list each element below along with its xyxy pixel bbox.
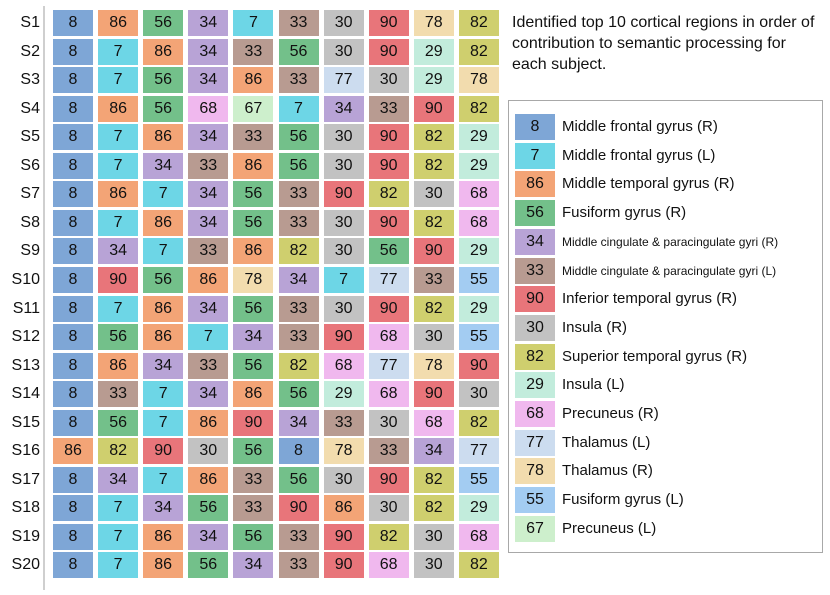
legend-label: Insula (L) (562, 376, 625, 394)
region-cell: 56 (143, 67, 183, 93)
region-cell: 56 (279, 381, 319, 407)
subject-label: S16 (11, 442, 40, 460)
region-cell: 30 (324, 153, 364, 179)
region-cell: 82 (369, 524, 409, 550)
region-cell: 55 (459, 324, 499, 350)
legend-swatch: 86 (515, 171, 555, 197)
subject-label: S18 (11, 499, 40, 517)
region-cell: 7 (143, 467, 183, 493)
legend-swatch: 77 (515, 430, 555, 456)
region-cell: 86 (188, 267, 228, 293)
region-cell: 8 (279, 438, 319, 464)
region-cell: 82 (459, 96, 499, 122)
legend-label: Middle cingulate & paracingulate gyri (L) (562, 263, 777, 278)
region-cell: 82 (414, 153, 454, 179)
region-cell: 30 (324, 10, 364, 36)
region-cell: 7 (143, 238, 183, 264)
region-cell: 30 (324, 210, 364, 236)
legend-swatch: 90 (515, 286, 555, 312)
region-cell: 56 (233, 181, 273, 207)
region-cell: 8 (53, 39, 93, 65)
legend-label: Middle frontal gyrus (L) (562, 146, 716, 164)
region-cell: 68 (459, 210, 499, 236)
region-cell: 56 (188, 495, 228, 521)
region-cell: 8 (53, 353, 93, 379)
subject-label: S4 (20, 99, 40, 117)
region-cell: 56 (233, 524, 273, 550)
region-cell: 90 (98, 267, 138, 293)
region-cell: 90 (369, 153, 409, 179)
region-cell: 77 (324, 67, 364, 93)
region-cell: 8 (53, 210, 93, 236)
region-cell: 8 (53, 67, 93, 93)
region-cell: 68 (324, 353, 364, 379)
region-cell: 82 (459, 410, 499, 436)
region-cell: 7 (188, 324, 228, 350)
region-cell: 33 (233, 467, 273, 493)
region-cell: 56 (233, 210, 273, 236)
region-cell: 90 (369, 296, 409, 322)
region-cell: 90 (324, 181, 364, 207)
legend-swatch: 8 (515, 114, 555, 140)
subject-label: S9 (20, 242, 40, 260)
region-cell: 8 (53, 10, 93, 36)
legend-swatch: 55 (515, 487, 555, 513)
region-cell: 33 (188, 153, 228, 179)
region-cell: 82 (414, 467, 454, 493)
legend-item (515, 430, 820, 456)
legend-swatch: 78 (515, 458, 555, 484)
region-cell: 82 (459, 552, 499, 578)
region-cell: 34 (188, 67, 228, 93)
region-cell: 90 (369, 39, 409, 65)
region-cell: 33 (369, 96, 409, 122)
region-cell: 56 (98, 410, 138, 436)
region-cell: 90 (369, 467, 409, 493)
region-cell: 82 (279, 353, 319, 379)
region-cell: 33 (369, 438, 409, 464)
legend-item (515, 458, 820, 484)
region-cell: 86 (324, 495, 364, 521)
region-cell: 30 (324, 467, 364, 493)
region-cell: 34 (143, 495, 183, 521)
region-cell: 8 (53, 324, 93, 350)
region-cell: 7 (98, 124, 138, 150)
region-cell: 33 (279, 552, 319, 578)
region-cell: 34 (233, 552, 273, 578)
legend-swatch: 30 (515, 315, 555, 341)
region-cell: 29 (459, 238, 499, 264)
region-cell: 56 (369, 238, 409, 264)
region-cell: 29 (459, 495, 499, 521)
region-cell: 86 (188, 467, 228, 493)
region-cell: 30 (414, 324, 454, 350)
region-cell: 7 (233, 10, 273, 36)
region-cell: 34 (188, 10, 228, 36)
row-label-divider (43, 6, 45, 590)
subject-label: S3 (20, 71, 40, 89)
region-cell: 90 (369, 210, 409, 236)
region-cell: 34 (233, 324, 273, 350)
legend-item (515, 344, 820, 370)
region-cell: 56 (143, 96, 183, 122)
legend-label: Fusiform gyrus (R) (562, 204, 687, 222)
region-cell: 30 (324, 296, 364, 322)
region-cell: 8 (53, 552, 93, 578)
region-cell: 8 (53, 296, 93, 322)
subject-label: S13 (11, 356, 40, 374)
region-cell: 33 (279, 181, 319, 207)
region-cell: 8 (53, 467, 93, 493)
region-cell: 30 (188, 438, 228, 464)
region-cell: 82 (414, 296, 454, 322)
region-cell: 86 (233, 67, 273, 93)
region-cell: 29 (414, 39, 454, 65)
region-cell: 8 (53, 381, 93, 407)
region-cell: 29 (414, 67, 454, 93)
region-cell: 67 (233, 96, 273, 122)
region-cell: 86 (233, 153, 273, 179)
region-cell: 30 (324, 238, 364, 264)
subject-label: S6 (20, 156, 40, 174)
subject-label: S19 (11, 527, 40, 545)
region-cell: 86 (143, 39, 183, 65)
region-cell: 86 (233, 238, 273, 264)
region-cell: 33 (188, 238, 228, 264)
subject-label: S12 (11, 328, 40, 346)
region-cell: 34 (279, 267, 319, 293)
region-cell: 8 (53, 124, 93, 150)
region-cell: 86 (143, 324, 183, 350)
region-cell: 86 (143, 124, 183, 150)
region-cell: 56 (233, 353, 273, 379)
region-cell: 78 (324, 438, 364, 464)
region-cell: 68 (459, 181, 499, 207)
region-cell: 90 (414, 96, 454, 122)
legend-label: Precuneus (L) (562, 519, 657, 537)
legend-swatch: 34 (515, 229, 555, 255)
legend-swatch: 33 (515, 258, 555, 284)
region-cell: 34 (188, 181, 228, 207)
chart-description: Identified top 10 cortical regions in order of contribution to semantic processing for each subject. (512, 14, 815, 73)
region-cell: 30 (324, 124, 364, 150)
region-cell: 33 (233, 124, 273, 150)
region-cell: 68 (188, 96, 228, 122)
region-cell: 7 (98, 552, 138, 578)
subject-label: S1 (20, 14, 40, 31)
region-cell: 68 (369, 552, 409, 578)
region-cell: 34 (188, 210, 228, 236)
region-cell: 33 (233, 39, 273, 65)
region-cell: 34 (279, 410, 319, 436)
region-cell: 7 (98, 67, 138, 93)
region-cell: 7 (98, 524, 138, 550)
region-cell: 78 (414, 10, 454, 36)
region-cell: 33 (279, 210, 319, 236)
region-cell: 7 (98, 39, 138, 65)
region-cell: 7 (98, 210, 138, 236)
region-cell: 33 (233, 495, 273, 521)
subject-label: S10 (11, 270, 40, 288)
region-cell: 86 (98, 10, 138, 36)
legend-swatch: 82 (515, 344, 555, 370)
region-cell: 30 (369, 495, 409, 521)
region-cell: 29 (459, 124, 499, 150)
region-cell: 33 (279, 10, 319, 36)
region-cell: 7 (279, 96, 319, 122)
region-cell: 56 (279, 467, 319, 493)
region-cell: 90 (324, 524, 364, 550)
region-cell: 7 (143, 410, 183, 436)
region-cell: 8 (53, 524, 93, 550)
region-cell: 34 (188, 524, 228, 550)
region-cell: 33 (279, 324, 319, 350)
legend-item (515, 171, 820, 197)
region-cell: 90 (459, 353, 499, 379)
region-cell: 56 (233, 296, 273, 322)
region-cell: 8 (53, 96, 93, 122)
region-cell: 77 (369, 353, 409, 379)
region-cell: 8 (53, 181, 93, 207)
region-cell: 7 (143, 181, 183, 207)
region-cell: 56 (279, 124, 319, 150)
legend-item (515, 372, 820, 398)
region-cell: 56 (279, 153, 319, 179)
region-cell: 56 (143, 267, 183, 293)
region-cell: 82 (369, 181, 409, 207)
region-cell: 30 (369, 410, 409, 436)
region-cell: 86 (98, 353, 138, 379)
region-cell: 55 (459, 267, 499, 293)
region-cell: 82 (98, 438, 138, 464)
region-cell: 82 (459, 39, 499, 65)
legend-item (515, 114, 820, 140)
legend-label: Precuneus (R) (562, 405, 659, 422)
region-cell: 86 (53, 438, 93, 464)
subject-label: S14 (11, 385, 40, 403)
region-cell: 34 (143, 153, 183, 179)
region-cell: 29 (459, 153, 499, 179)
region-cell: 7 (98, 153, 138, 179)
legend-swatch: 7 (515, 143, 555, 169)
region-cell: 34 (188, 39, 228, 65)
region-cell: 7 (324, 267, 364, 293)
legend-item (515, 229, 820, 255)
region-cell: 56 (279, 39, 319, 65)
region-cell: 30 (324, 39, 364, 65)
region-cell: 86 (143, 524, 183, 550)
legend-swatch: 29 (515, 372, 555, 398)
region-cell: 29 (324, 381, 364, 407)
region-cell: 33 (279, 67, 319, 93)
region-cell: 82 (414, 210, 454, 236)
subject-label: S15 (11, 413, 40, 431)
region-cell: 82 (414, 124, 454, 150)
region-cell: 30 (459, 381, 499, 407)
legend-item (515, 401, 820, 427)
region-cell: 86 (143, 296, 183, 322)
region-cell: 90 (143, 438, 183, 464)
region-cell: 33 (279, 296, 319, 322)
region-cell: 34 (188, 381, 228, 407)
legend-label: Fusiform gyrus (L) (562, 491, 684, 509)
subject-label: S11 (12, 299, 40, 317)
legend-item (515, 143, 820, 169)
region-cell: 68 (369, 381, 409, 407)
legend-label: Insula (R) (562, 318, 628, 336)
region-cell: 90 (324, 324, 364, 350)
region-cell: 7 (143, 381, 183, 407)
region-cell: 77 (369, 267, 409, 293)
region-cell: 86 (98, 181, 138, 207)
legend-item (515, 200, 820, 226)
region-cell: 34 (143, 353, 183, 379)
legend-item (515, 516, 820, 542)
region-cell: 55 (459, 467, 499, 493)
region-cell: 30 (414, 524, 454, 550)
legend-label: Thalamus (R) (562, 462, 653, 480)
legend-item (515, 286, 820, 312)
region-cell: 68 (459, 524, 499, 550)
region-cell: 82 (279, 238, 319, 264)
region-cell: 78 (414, 353, 454, 379)
region-cell: 56 (98, 324, 138, 350)
region-cell: 86 (143, 210, 183, 236)
region-cell: 8 (53, 495, 93, 521)
region-cell: 90 (414, 381, 454, 407)
region-cell: 34 (188, 124, 228, 150)
region-cell: 90 (324, 552, 364, 578)
region-cell: 34 (98, 238, 138, 264)
region-cell: 90 (414, 238, 454, 264)
legend-label: Middle frontal gyrus (R) (562, 118, 718, 135)
region-cell: 34 (98, 467, 138, 493)
region-cell: 33 (188, 353, 228, 379)
region-cell: 90 (279, 495, 319, 521)
legend (508, 100, 823, 553)
region-cell: 8 (53, 410, 93, 436)
region-cell: 86 (188, 410, 228, 436)
region-cell: 34 (324, 96, 364, 122)
legend-label: Middle cingulate & paracingulate gyri (R) (562, 234, 779, 249)
region-cell: 33 (98, 381, 138, 407)
legend-item (515, 487, 820, 513)
region-cell: 7 (98, 495, 138, 521)
region-cell: 86 (233, 381, 273, 407)
subject-label: S5 (20, 128, 40, 146)
region-cell: 30 (414, 552, 454, 578)
region-cell: 77 (459, 438, 499, 464)
region-cell: 34 (414, 438, 454, 464)
legend-swatch: 68 (515, 401, 555, 427)
legend-label: Inferior temporal gyrus (R) (562, 290, 738, 308)
legend-label: Superior temporal gyrus (R) (562, 347, 748, 365)
region-cell: 78 (459, 67, 499, 93)
legend-swatch: 56 (515, 200, 555, 226)
region-cell: 90 (369, 124, 409, 150)
region-cell: 56 (143, 10, 183, 36)
region-cell: 68 (369, 324, 409, 350)
subject-label: S20 (11, 556, 40, 574)
region-cell: 90 (233, 410, 273, 436)
subject-label: S7 (20, 185, 40, 203)
legend-item (515, 315, 820, 341)
subject-label: S8 (20, 213, 40, 231)
legend-swatch: 67 (515, 516, 555, 542)
region-cell: 56 (188, 552, 228, 578)
region-cell: 34 (188, 296, 228, 322)
region-cell: 82 (459, 10, 499, 36)
subject-label: S2 (20, 42, 40, 60)
region-cell: 56 (233, 438, 273, 464)
region-cell: 7 (98, 296, 138, 322)
legend-label: Thalamus (L) (562, 433, 651, 451)
region-cell: 8 (53, 153, 93, 179)
legend-item (515, 258, 820, 284)
region-cell: 86 (98, 96, 138, 122)
region-cell: 68 (414, 410, 454, 436)
region-cell: 30 (414, 181, 454, 207)
region-cell: 8 (53, 238, 93, 264)
region-cell: 33 (324, 410, 364, 436)
region-cell: 30 (369, 67, 409, 93)
subject-label: S17 (11, 470, 40, 488)
region-cell: 8 (53, 267, 93, 293)
region-cell: 90 (369, 10, 409, 36)
region-cell: 33 (279, 524, 319, 550)
region-cell: 33 (414, 267, 454, 293)
region-cell: 29 (459, 296, 499, 322)
region-cell: 82 (414, 495, 454, 521)
region-cell: 86 (143, 552, 183, 578)
legend-label: Middle temporal gyrus (R) (562, 175, 735, 193)
region-cell: 78 (233, 267, 273, 293)
